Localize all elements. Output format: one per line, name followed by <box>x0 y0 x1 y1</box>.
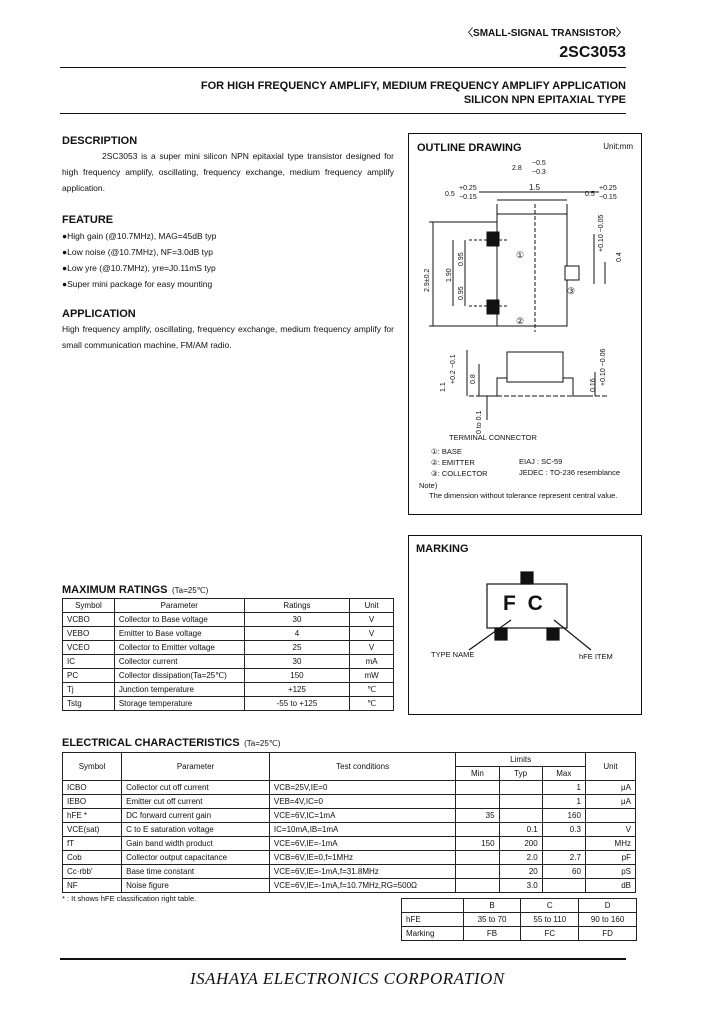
feature-item: ●Low noise (@10.7MHz), NF=3.0dB typ <box>62 247 214 257</box>
table-row <box>63 879 636 893</box>
cell-value: 90 to 160 <box>579 913 637 927</box>
cell-symbol: IEBO <box>63 795 122 809</box>
table-row <box>63 655 394 669</box>
cell-symbol: Cc·rbb' <box>63 865 122 879</box>
lead-emitter <box>487 300 499 314</box>
cell-min <box>456 851 499 865</box>
cell-typ: 0.1 <box>499 823 542 837</box>
cell-symbol: fT <box>63 837 122 851</box>
hfe-class-table <box>401 898 637 941</box>
table-row <box>63 837 636 851</box>
cell-symbol: IC <box>63 655 115 669</box>
cell-value: 55 to 110 <box>521 913 579 927</box>
col-header: Min <box>456 767 499 781</box>
table-row <box>63 683 394 697</box>
col-header: B <box>463 899 521 913</box>
terminal-list <box>431 446 488 479</box>
cell-parameter: Collector to Base voltage <box>114 613 244 627</box>
table-row <box>63 627 394 641</box>
dim-d13: 0 to 0.1 <box>476 410 483 434</box>
cell-symbol: VEBO <box>63 627 115 641</box>
electrical-footnote: * : It shows hFE classification right table. <box>62 894 197 903</box>
cell-parameter: Emitter to Base voltage <box>114 627 244 641</box>
table-row <box>63 865 636 879</box>
marking-heading: MARKING <box>416 543 469 555</box>
dim-d10-tol: +0.2 −0.1 <box>450 354 457 384</box>
cell-max <box>542 837 585 851</box>
table-row <box>63 823 636 837</box>
dim-d6: 1.90 <box>446 268 453 282</box>
cell-rating: 30 <box>244 655 349 669</box>
title-line2: SILICON NPN EPITAXIAL TYPE <box>463 94 626 106</box>
max-ratings-heading: MAXIMUM RATINGS <box>62 584 168 596</box>
max-ratings-condition: (Ta=25℃) <box>171 586 209 595</box>
cell-typ: 3.0 <box>499 879 542 893</box>
cell-unit: V <box>585 823 635 837</box>
company-name: ISAHAYA ELECTRONICS CORPORATION <box>190 969 505 988</box>
cell-min <box>456 865 499 879</box>
electrical-heading: ELECTRICAL CHARACTERISTICS <box>62 737 240 749</box>
electrical-table <box>62 752 636 893</box>
lead-collector <box>565 266 579 280</box>
note-heading: Note) <box>419 481 438 490</box>
col-header: Test conditions <box>269 753 455 781</box>
dim-d1-tol-bot: −0.3 <box>532 169 546 176</box>
col-header: Parameter <box>122 753 270 781</box>
cell-parameter: DC forward current gain <box>122 809 270 823</box>
table-row <box>63 641 394 655</box>
cell-typ <box>499 809 542 823</box>
cell-rating: 25 <box>244 641 349 655</box>
dim-d4: 0.5 <box>585 191 595 198</box>
lead-base <box>487 232 499 246</box>
cell-unit: pS <box>585 865 635 879</box>
type-name-label: TYPE NAME <box>431 650 475 659</box>
cell-value: FB <box>463 927 521 941</box>
dim-d12-tol: +0.10 −0.06 <box>600 348 607 386</box>
dim-d4-tol-top: +0.25 <box>599 185 617 192</box>
cell-max: 0.3 <box>542 823 585 837</box>
col-header: Unit <box>585 753 635 781</box>
description-text: 2SC3053 is a super mini silicon NPN epitaxial type transistor designed for high frequency amplify, oscillating, frequency exchange, medium frequency amplify application. <box>62 151 394 193</box>
note-text: The dimension without tolerance represent central value. <box>429 491 618 500</box>
pin2-label: ② <box>516 316 525 326</box>
category-label: 〈SMALL-SIGNAL TRANSISTOR〉 <box>463 28 626 39</box>
feature-list <box>62 228 216 292</box>
cell-parameter: Base time constant <box>122 865 270 879</box>
header-rule <box>60 67 626 68</box>
cell-label: hFE <box>402 913 464 927</box>
cell-symbol: VCEO <box>63 641 115 655</box>
cell-max: 1 <box>542 795 585 809</box>
jedec-label: JEDEC : TO-236 resemblance <box>519 468 621 477</box>
cell-unit: pF <box>585 851 635 865</box>
cell-unit: V <box>350 627 394 641</box>
col-header: Unit <box>350 599 394 613</box>
marking-code: F C <box>503 592 546 615</box>
col-header: D <box>579 899 637 913</box>
cell-conditions: VCB=25V,IE=0 <box>269 781 455 795</box>
terminal-base: ①: BASE <box>431 447 462 456</box>
cell-parameter: Collector dissipation(Ta=25℃) <box>114 669 244 683</box>
col-header: Parameter <box>114 599 244 613</box>
col-header: Ratings <box>244 599 349 613</box>
cell-label: Marking <box>402 927 464 941</box>
outline-drawing-box <box>408 133 642 515</box>
cell-conditions: VCE=6V,IE=-1mA <box>269 837 455 851</box>
terminal-heading: TERMINAL CONNECTOR <box>449 433 537 442</box>
cell-symbol: PC <box>63 669 115 683</box>
cell-rating: 4 <box>244 627 349 641</box>
max-ratings-title <box>62 580 208 598</box>
table-row <box>63 851 636 865</box>
cell-min: 150 <box>456 837 499 851</box>
col-header: Max <box>542 767 585 781</box>
col-header <box>402 899 464 913</box>
marking-lead-top <box>521 572 533 584</box>
pin3-label: ③ <box>567 286 576 296</box>
dim-d1: 2.8 <box>512 165 522 172</box>
hfe-item-label: hFE ITEM <box>579 652 613 661</box>
cell-parameter: Collector output capacitance <box>122 851 270 865</box>
table-row <box>63 781 636 795</box>
dim-d3-tol-bot: −0.15 <box>459 194 477 201</box>
cell-symbol: hFE * <box>63 809 122 823</box>
cell-max: 2.7 <box>542 851 585 865</box>
cell-min <box>456 879 499 893</box>
cell-conditions: VCB=6V,IE=0,f=1MHz <box>269 851 455 865</box>
cell-unit: MHz <box>585 837 635 851</box>
cell-typ <box>499 781 542 795</box>
cell-max: 160 <box>542 809 585 823</box>
cell-max <box>542 879 585 893</box>
cell-unit: mA <box>350 655 394 669</box>
marking-drawing <box>409 536 641 714</box>
outline-heading: OUTLINE DRAWING <box>417 142 522 154</box>
cell-conditions: VCE=6V,IC=1mA <box>269 809 455 823</box>
table-row <box>402 913 637 927</box>
cell-typ: 2.0 <box>499 851 542 865</box>
table-row <box>63 697 394 711</box>
col-header: Limits <box>456 753 586 767</box>
cell-unit: μA <box>585 795 635 809</box>
feature-item: ●Super mini package for easy mounting <box>62 279 213 289</box>
cell-unit: μA <box>585 781 635 795</box>
part-number: 2SC3053 <box>559 44 626 61</box>
dim-d5: 2.9±0.2 <box>424 268 431 292</box>
electrical-condition: (Ta=25℃) <box>244 739 281 748</box>
dim-d7: 0.95 <box>458 252 465 266</box>
terminal-emitter: ②: EMITTER <box>431 458 475 467</box>
dim-d2: 1.5 <box>529 183 541 192</box>
application-heading: APPLICATION <box>62 308 136 320</box>
cell-value: FC <box>521 927 579 941</box>
feature-heading: FEATURE <box>62 214 114 226</box>
dim-d11: 0.8 <box>470 374 477 384</box>
electrical-title <box>62 733 280 751</box>
cell-min: 35 <box>456 809 499 823</box>
cell-symbol: Cob <box>63 851 122 865</box>
cell-typ <box>499 795 542 809</box>
dim-d12: 0.16 <box>590 378 597 392</box>
table-row <box>63 613 394 627</box>
cell-unit: V <box>350 613 394 627</box>
dim-d9-tol: +0.10 −0.05 <box>598 214 605 252</box>
package-side <box>507 352 563 382</box>
application-text: High frequency amplify, oscillating, frequency exchange, medium frequency amplify for small communication machine, FM/AM radio. <box>62 324 394 350</box>
dim-d9: 0.4 <box>616 252 623 262</box>
cell-unit: ℃ <box>350 683 394 697</box>
max-ratings-table <box>62 598 394 711</box>
marking-lead-right <box>547 628 559 640</box>
cell-rating: +125 <box>244 683 349 697</box>
cell-rating: 150 <box>244 669 349 683</box>
cell-symbol: Tj <box>63 683 115 697</box>
cell-min <box>456 781 499 795</box>
cell-rating: -55 to +125 <box>244 697 349 711</box>
cell-parameter: Storage temperature <box>114 697 244 711</box>
cell-value: 35 to 70 <box>463 913 521 927</box>
dim-d4-tol-bot: −0.15 <box>599 194 617 201</box>
dim-d1-tol-top: −0.5 <box>532 160 546 167</box>
eiaj-label: EIAJ : SC-59 <box>519 457 563 466</box>
cell-unit: dB <box>585 879 635 893</box>
dim-d3: 0.5 <box>445 191 455 198</box>
cell-rating: 30 <box>244 613 349 627</box>
cell-symbol: VCE(sat) <box>63 823 122 837</box>
table-row <box>63 795 636 809</box>
cell-parameter: Collector to Emitter voltage <box>114 641 244 655</box>
terminal-collector: ③: COLLECTOR <box>431 469 488 478</box>
feature-item: ●Low yre (@10.7MHz), yre=J0.11mS typ <box>62 263 216 273</box>
col-header: Typ <box>499 767 542 781</box>
pin1-label: ① <box>516 250 525 260</box>
dim-d10: 1.1 <box>440 382 447 392</box>
title-rule <box>60 113 626 114</box>
cell-symbol: VCBO <box>63 613 115 627</box>
cell-parameter: Emitter cut off current <box>122 795 270 809</box>
cell-symbol: Tstg <box>63 697 115 711</box>
footer-rule <box>60 958 626 960</box>
col-header: Symbol <box>63 753 122 781</box>
description-heading: DESCRIPTION <box>62 135 138 147</box>
cell-typ: 20 <box>499 865 542 879</box>
cell-conditions: VEB=4V,IC=0 <box>269 795 455 809</box>
cell-typ: 200 <box>499 837 542 851</box>
cell-parameter: Gain band width product <box>122 837 270 851</box>
dim-d3-tol-top: +0.25 <box>459 185 477 192</box>
cell-unit: ℃ <box>350 697 394 711</box>
package-body <box>497 214 567 326</box>
cell-value: FD <box>579 927 637 941</box>
cell-conditions: IC=10mA,IB=1mA <box>269 823 455 837</box>
cell-conditions: VCE=6V,IE=-1mA,f=10.7MHz,RG=500Ω <box>269 879 455 893</box>
cell-min <box>456 795 499 809</box>
cell-parameter: Collector cut off current <box>122 781 270 795</box>
table-row <box>63 669 394 683</box>
marking-box <box>408 535 642 715</box>
title-line1: FOR HIGH FREQUENCY AMPLIFY, MEDIUM FREQUENCY AMPLIFY APPLICATION <box>200 80 626 92</box>
table-row <box>402 927 637 941</box>
cell-max: 60 <box>542 865 585 879</box>
feature-item: ●High gain (@10.7MHz), MAG=45dB typ <box>62 231 217 241</box>
cell-unit <box>585 809 635 823</box>
col-header: Symbol <box>63 599 115 613</box>
cell-parameter: C to E saturation voltage <box>122 823 270 837</box>
unit-label: Unit:mm <box>603 142 633 151</box>
table-row <box>63 809 636 823</box>
cell-max: 1 <box>542 781 585 795</box>
cell-symbol: ICBO <box>63 781 122 795</box>
col-header: C <box>521 899 579 913</box>
cell-unit: mW <box>350 669 394 683</box>
cell-min <box>456 823 499 837</box>
cell-symbol: NF <box>63 879 122 893</box>
cell-parameter: Noise figure <box>122 879 270 893</box>
cell-conditions: VCE=6V,IE=-1mA,f=31.8MHz <box>269 865 455 879</box>
cell-parameter: Junction temperature <box>114 683 244 697</box>
cell-parameter: Collector current <box>114 655 244 669</box>
cell-unit: V <box>350 641 394 655</box>
dim-d8: 0.95 <box>458 286 465 300</box>
